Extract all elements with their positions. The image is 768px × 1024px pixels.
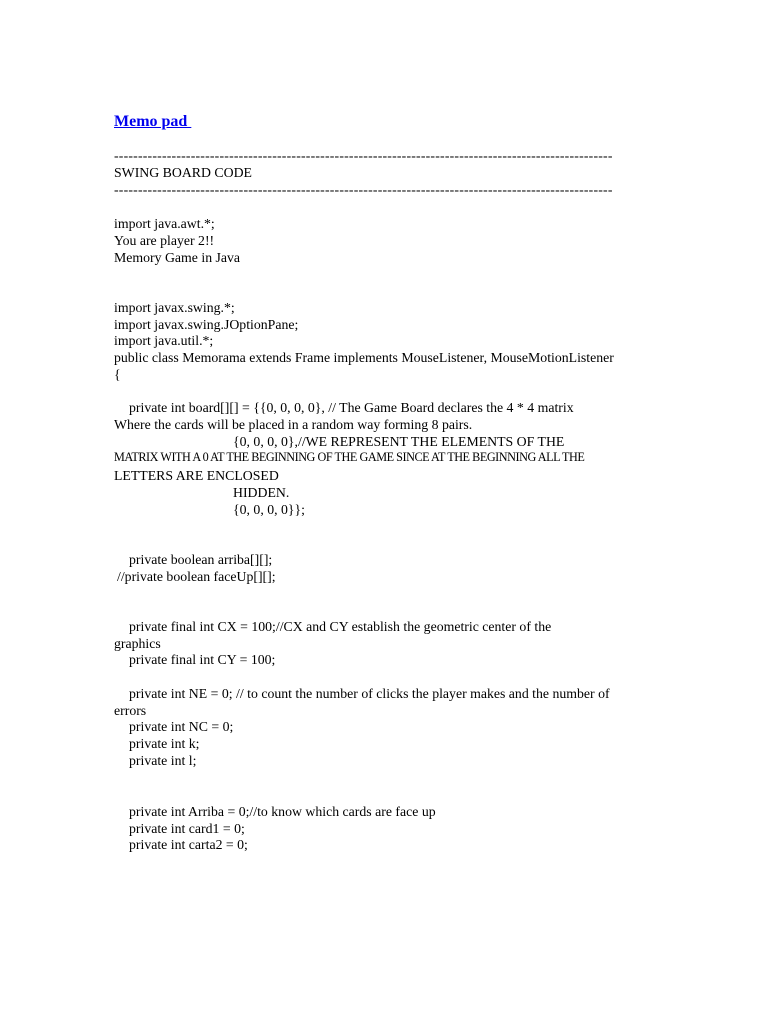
code-line: private int k; [129,736,200,751]
code-line: import java.awt.*; [114,216,215,231]
code-line: private int card1 = 0; [129,821,245,836]
code-line: import javax.swing.*; [114,300,235,315]
code-line: You are player 2!! [114,233,215,248]
code-line: public class Memorama extends Frame implements MouseListener, MouseMotionListener [114,350,614,365]
code-line: graphics [114,636,161,651]
code-line: import java.util.*; [114,333,214,348]
code-line: LETTERS ARE ENCLOSED [114,468,279,483]
code-line: private boolean arriba[][]; [129,552,273,567]
code-line: import javax.swing.JOptionPane; [114,317,299,332]
code-line: private final int CY = 100; [129,652,276,667]
code-line: private final int CX = 100;//CX and CY establish the geometric center of the [129,619,552,634]
code-line: {0, 0, 0, 0}}; [233,502,305,517]
code-line: Memory Game in Java [114,250,241,265]
code-line: private int NE = 0; // to count the number of clicks the player makes and the number of [129,686,610,701]
code-line: HIDDEN. [233,485,290,500]
code-line: private int NC = 0; [129,719,234,734]
code-line: private int l; [129,753,197,768]
code-line: private int carta2 = 0; [129,837,248,852]
code-line: {0, 0, 0, 0},//WE REPRESENT THE ELEMENTS OF THE [233,434,565,449]
code-line: -------------------------------------------------------------------------------------------------------- [114,148,613,163]
code-line: private int Arriba = 0;//to know which cards are face up [129,804,436,819]
code-line: MATRIX WITH A 0 AT THE BEGINNING OF THE GAME SINCE AT THE BEGINNING ALL THE [114,450,585,464]
code-line: Where the cards will be placed in a random way forming 8 pairs. [114,417,473,432]
code-line: //private boolean faceUp[][]; [117,569,276,584]
code-line: private int board[][] = {{0, 0, 0, 0}, // The Game Board declares the 4 * 4 matrix [129,400,574,415]
memo-pad-link[interactable]: Memo pad [114,113,192,130]
code-line: { [114,367,121,382]
code-line: errors [114,703,147,718]
code-line: -------------------------------------------------------------------------------------------------------- [114,182,613,197]
code-line: SWING BOARD CODE [114,165,252,180]
